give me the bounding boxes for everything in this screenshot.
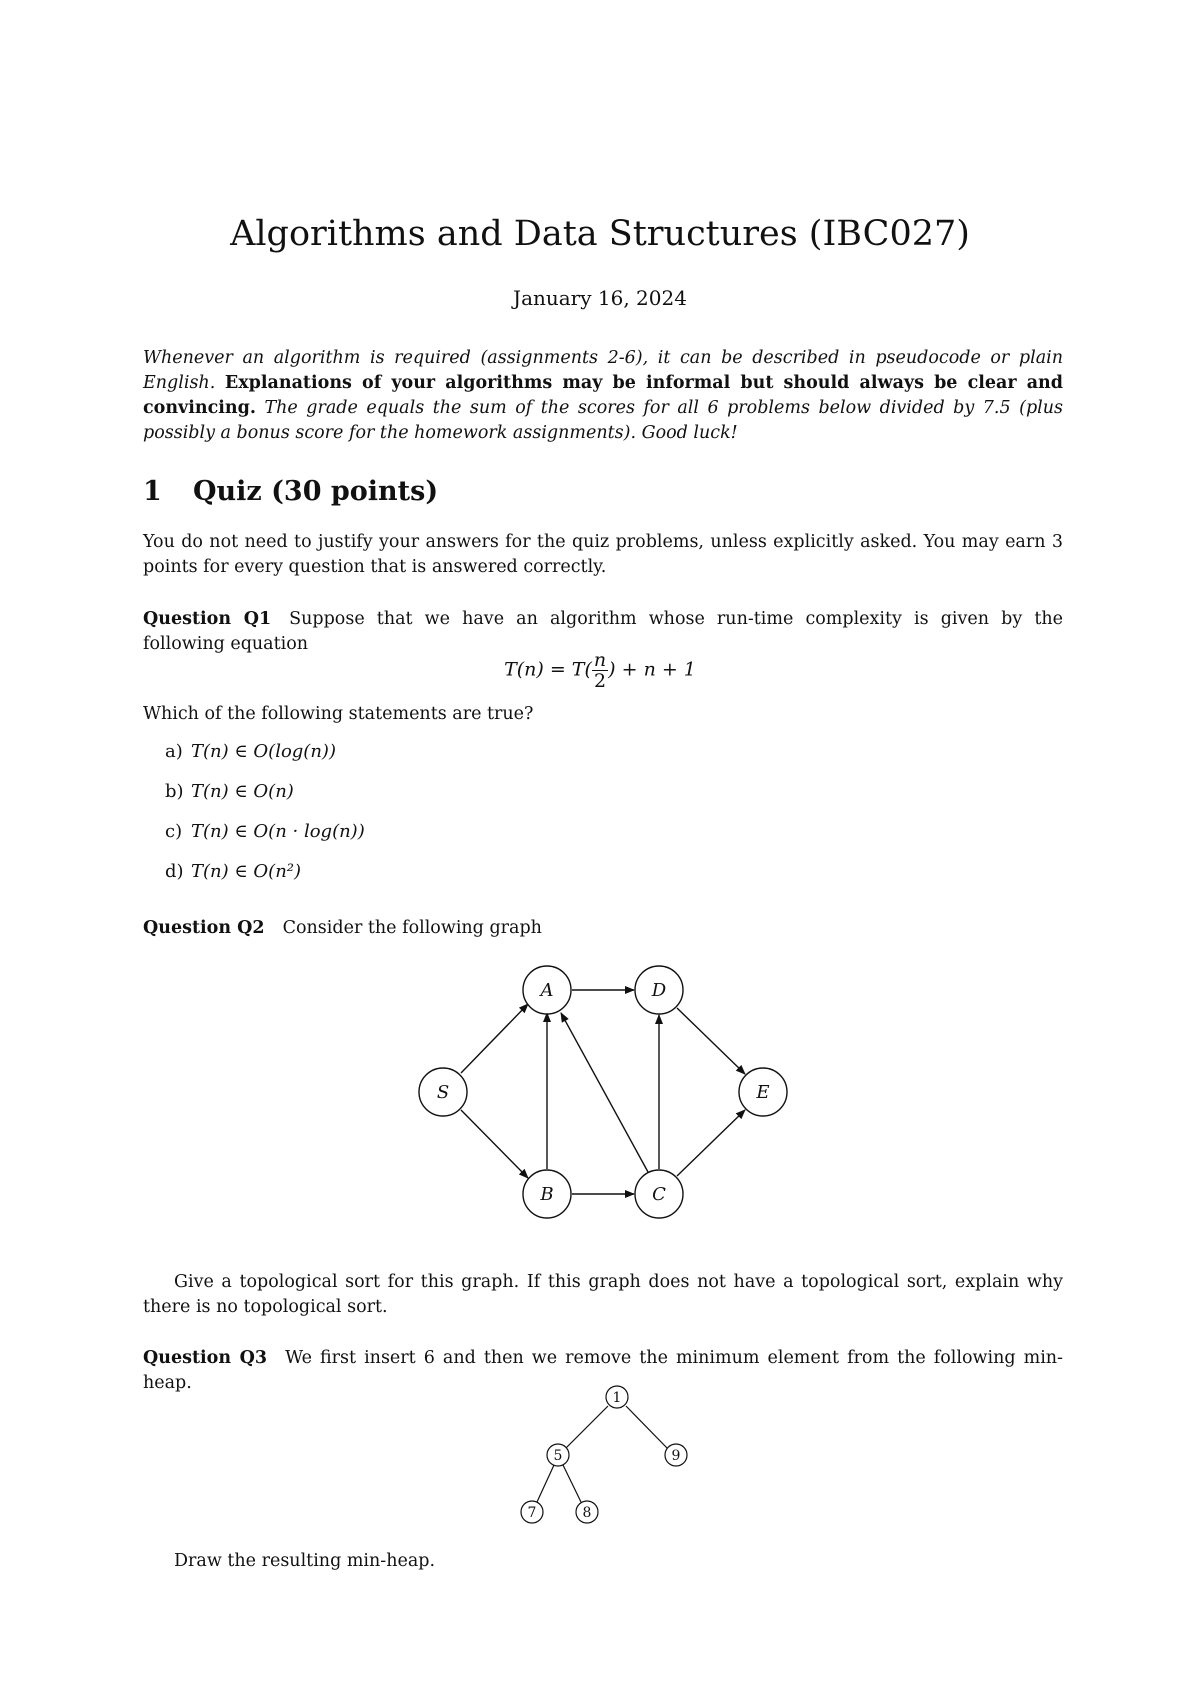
option-a-text: T(n) ∈ O(log(n)) [191,741,336,762]
edge-c-a [561,1013,648,1172]
option-b-text: T(n) ∈ O(n) [191,781,294,802]
equation-left: T(n) = T( [504,658,592,681]
equation-right: ) + n + 1 [608,658,696,681]
node-b-label: B [540,1184,554,1205]
edge-s-b [461,1110,528,1178]
question-q3-label: Question Q3 [143,1348,268,1368]
option-a-label: a) [165,741,183,762]
option-b-label: b) [165,781,184,802]
question-q3-followup: Draw the resulting min-heap. [174,1551,436,1571]
question-q2-followup: Give a topological sort for this graph. If this graph does not have a topological sort, explain why there is no topological sort. [143,1272,1063,1317]
node-e-label: E [756,1082,770,1103]
heap-edge-1-9 [626,1406,668,1449]
option-d-text: T(n) ∈ O(n²) [191,861,302,882]
question-q3 [143,1346,1063,1396]
fraction-denominator: 2 [593,670,607,692]
question-q1-text: Suppose that we have an algorithm whose run-time complexity is given by the following equation [143,609,1063,654]
question-q2-label: Question Q2 [143,918,265,938]
option-d-label: d) [165,861,184,882]
node-c-label: C [652,1184,666,1205]
heap-node-8-label: 8 [582,1505,592,1521]
section-intro: You do not need to justify your answers for the quiz problems, unless explicitly asked. You may earn 3 points for every question that is answered correctly. [143,532,1063,577]
document-title: Algorithms and Data Structures (IBC027) [230,214,970,254]
option-c-label: c) [165,821,183,842]
question-q2-text: Consider the following graph [282,918,542,938]
node-a-label: A [540,980,554,1001]
heap-edge-5-7 [537,1465,554,1502]
document-date: January 16, 2024 [513,286,687,310]
heap-edge-1-5 [565,1406,608,1449]
heap-node-1-label: 1 [612,1390,622,1406]
edge-c-e [677,1110,745,1176]
heap-edge-5-8 [563,1465,581,1502]
instructions-italic-2: The grade equals the sum of the scores for all 6 problems below divided by 7.5 (plus possibly a bonus score for the homework assignments). Good luck! [143,398,1063,443]
min-heap [521,1386,687,1523]
graph [419,966,787,1218]
question-q1-label: Question Q1 [143,609,272,629]
heap-node-5-label: 5 [553,1448,563,1464]
edge-d-e [677,1008,745,1074]
question-q1-prompt: Which of the following statements are true? [143,704,534,724]
option-c-text: T(n) ∈ O(n · log(n)) [191,821,365,842]
fraction-numerator: n [593,649,607,671]
instructions-italic-1: Whenever an algorithm is required (assignments 2-6), it can be described in pseudocode or plain English. [143,348,1063,393]
section-title: Quiz (30 points) [193,476,439,507]
node-s-label: S [436,1082,450,1103]
question-q3-text: We first insert 6 and then we remove the minimum element from the following min-heap. [143,1348,1063,1393]
node-d-label: D [651,980,667,1001]
section-number: 1 [143,476,162,507]
instructions-bold: Explanations of your algorithms may be informal but should always be clear and convincing. [143,373,1063,418]
heap-node-9-label: 9 [671,1448,681,1464]
heap-node-7-label: 7 [527,1505,537,1521]
edge-s-a [461,1004,528,1073]
